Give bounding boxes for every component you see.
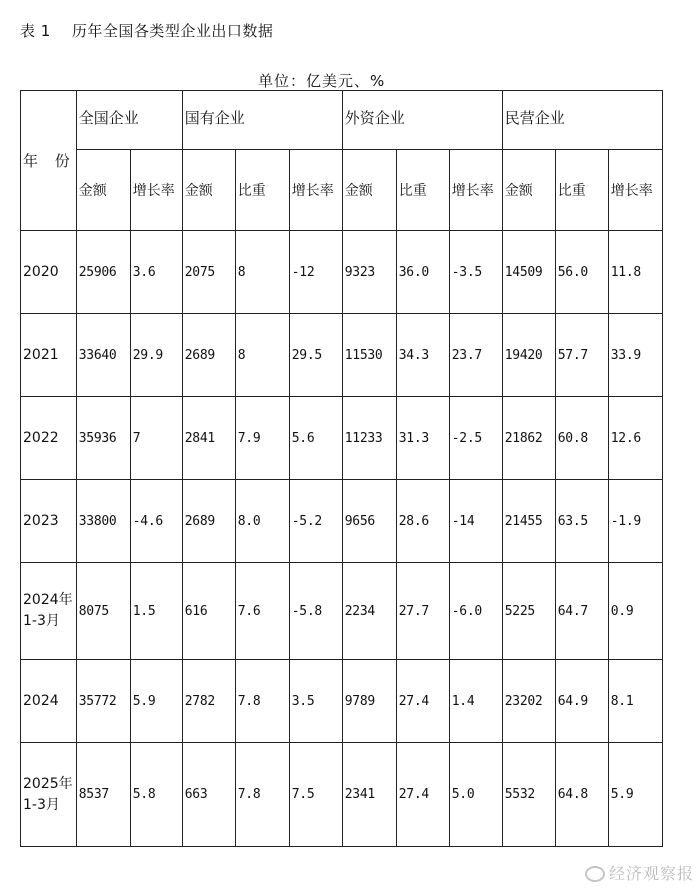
table-cell: 8 (235, 314, 289, 397)
table-cell: 616 (182, 563, 235, 660)
table-cell: 7 (130, 397, 182, 480)
table-cell: 2341 (342, 743, 396, 847)
column-subheader: 金额 (76, 150, 130, 231)
table-cell: 7.8 (235, 743, 289, 847)
table-cell: 7.5 (289, 743, 342, 847)
table-cell: 29.9 (130, 314, 182, 397)
table-cell: 11233 (342, 397, 396, 480)
watermark-text: 经济观察报 (608, 864, 694, 883)
weibo-icon (585, 866, 605, 882)
table-cell: 0.9 (608, 563, 662, 660)
year-cell: 2021 (21, 314, 77, 397)
table-cell: 60.8 (555, 397, 608, 480)
group-header-private: 民营企业 (502, 91, 662, 150)
table-cell: 64.7 (555, 563, 608, 660)
table-cell: 19420 (502, 314, 555, 397)
column-subheader: 比重 (235, 150, 289, 231)
table-cell: 8.1 (608, 660, 662, 743)
table-cell: 23.7 (449, 314, 502, 397)
table-cell: 33800 (76, 480, 130, 563)
year-cell: 2024年1-3月 (21, 563, 77, 660)
watermark (585, 861, 694, 884)
table-cell: 2782 (182, 660, 235, 743)
column-subheader: 增长率 (449, 150, 502, 231)
table-cell: 3.6 (130, 231, 182, 314)
table-cell: 31.3 (396, 397, 449, 480)
table-cell: -5.2 (289, 480, 342, 563)
column-subheader: 金额 (342, 150, 396, 231)
table-cell: 8.0 (235, 480, 289, 563)
table-cell: -3.5 (449, 231, 502, 314)
table-cell: 21862 (502, 397, 555, 480)
table-cell: 2075 (182, 231, 235, 314)
table-cell: 5.8 (130, 743, 182, 847)
table-cell: 2234 (342, 563, 396, 660)
table-row (21, 563, 663, 660)
table-cell: 64.9 (555, 660, 608, 743)
year-cell: 2020 (21, 231, 77, 314)
table-cell: 12.6 (608, 397, 662, 480)
table-cell: 9323 (342, 231, 396, 314)
table-cell: 7.9 (235, 397, 289, 480)
table-cell: 2689 (182, 480, 235, 563)
table-cell: 56.0 (555, 231, 608, 314)
group-header-foreign: 外资企业 (342, 91, 502, 150)
column-subheader: 金额 (182, 150, 235, 231)
column-subheader: 比重 (396, 150, 449, 231)
year-cell: 2024 (21, 660, 77, 743)
table-cell: 33640 (76, 314, 130, 397)
table-cell: 64.8 (555, 743, 608, 847)
table-cell: 2689 (182, 314, 235, 397)
table-cell: -2.5 (449, 397, 502, 480)
table-cell: 5.6 (289, 397, 342, 480)
table-cell: -1.9 (608, 480, 662, 563)
group-header-national: 全国企业 (76, 91, 182, 150)
unit-note: 单位：亿美元、% (258, 72, 386, 90)
table-cell: 663 (182, 743, 235, 847)
table-cell: 11.8 (608, 231, 662, 314)
table-cell: 2841 (182, 397, 235, 480)
column-subheader: 增长率 (130, 150, 182, 231)
table-cell: 63.5 (555, 480, 608, 563)
table-cell: 27.4 (396, 660, 449, 743)
table-cell: 27.4 (396, 743, 449, 847)
column-subheader: 金额 (502, 150, 555, 231)
table-cell: 8 (235, 231, 289, 314)
table-title: 表 1 历年全国各类型企业出口数据 (20, 22, 274, 40)
table-cell: 27.7 (396, 563, 449, 660)
year-cell: 2022 (21, 397, 77, 480)
table-cell: 3.5 (289, 660, 342, 743)
table-cell: 34.3 (396, 314, 449, 397)
table-cell: 8075 (76, 563, 130, 660)
table-cell: 1.5 (130, 563, 182, 660)
table-cell: 36.0 (396, 231, 449, 314)
table-cell: 8537 (76, 743, 130, 847)
table-cell: 5.9 (130, 660, 182, 743)
table-row (21, 231, 663, 314)
table-cell: 28.6 (396, 480, 449, 563)
table-row (21, 743, 663, 847)
table-cell: 23202 (502, 660, 555, 743)
table-cell: 9789 (342, 660, 396, 743)
table-cell: 5532 (502, 743, 555, 847)
table-cell: 21455 (502, 480, 555, 563)
column-subheader: 增长率 (289, 150, 342, 231)
table-cell: 11530 (342, 314, 396, 397)
table-row (21, 314, 663, 397)
table-cell: 5.0 (449, 743, 502, 847)
year-column-header: 年 份 (21, 91, 77, 231)
column-subheader: 增长率 (608, 150, 662, 231)
table-cell: 57.7 (555, 314, 608, 397)
table-row (21, 480, 663, 563)
export-data-table (20, 90, 663, 847)
table-cell: 5225 (502, 563, 555, 660)
table-cell: 7.8 (235, 660, 289, 743)
table-cell: 35936 (76, 397, 130, 480)
year-cell: 2023 (21, 480, 77, 563)
table-row (21, 660, 663, 743)
table-cell: -14 (449, 480, 502, 563)
table-cell: 1.4 (449, 660, 502, 743)
table-cell: -4.6 (130, 480, 182, 563)
table-cell: 14509 (502, 231, 555, 314)
column-subheader: 比重 (555, 150, 608, 231)
table-cell: -12 (289, 231, 342, 314)
table-cell: -5.8 (289, 563, 342, 660)
table-cell: 5.9 (608, 743, 662, 847)
table-cell: 29.5 (289, 314, 342, 397)
table-cell: 35772 (76, 660, 130, 743)
group-header-state-owned: 国有企业 (182, 91, 342, 150)
table-cell: 7.6 (235, 563, 289, 660)
table-cell: 25906 (76, 231, 130, 314)
table-cell: 33.9 (608, 314, 662, 397)
year-cell: 2025年1-3月 (21, 743, 77, 847)
table-row (21, 397, 663, 480)
table-cell: -6.0 (449, 563, 502, 660)
table-cell: 9656 (342, 480, 396, 563)
